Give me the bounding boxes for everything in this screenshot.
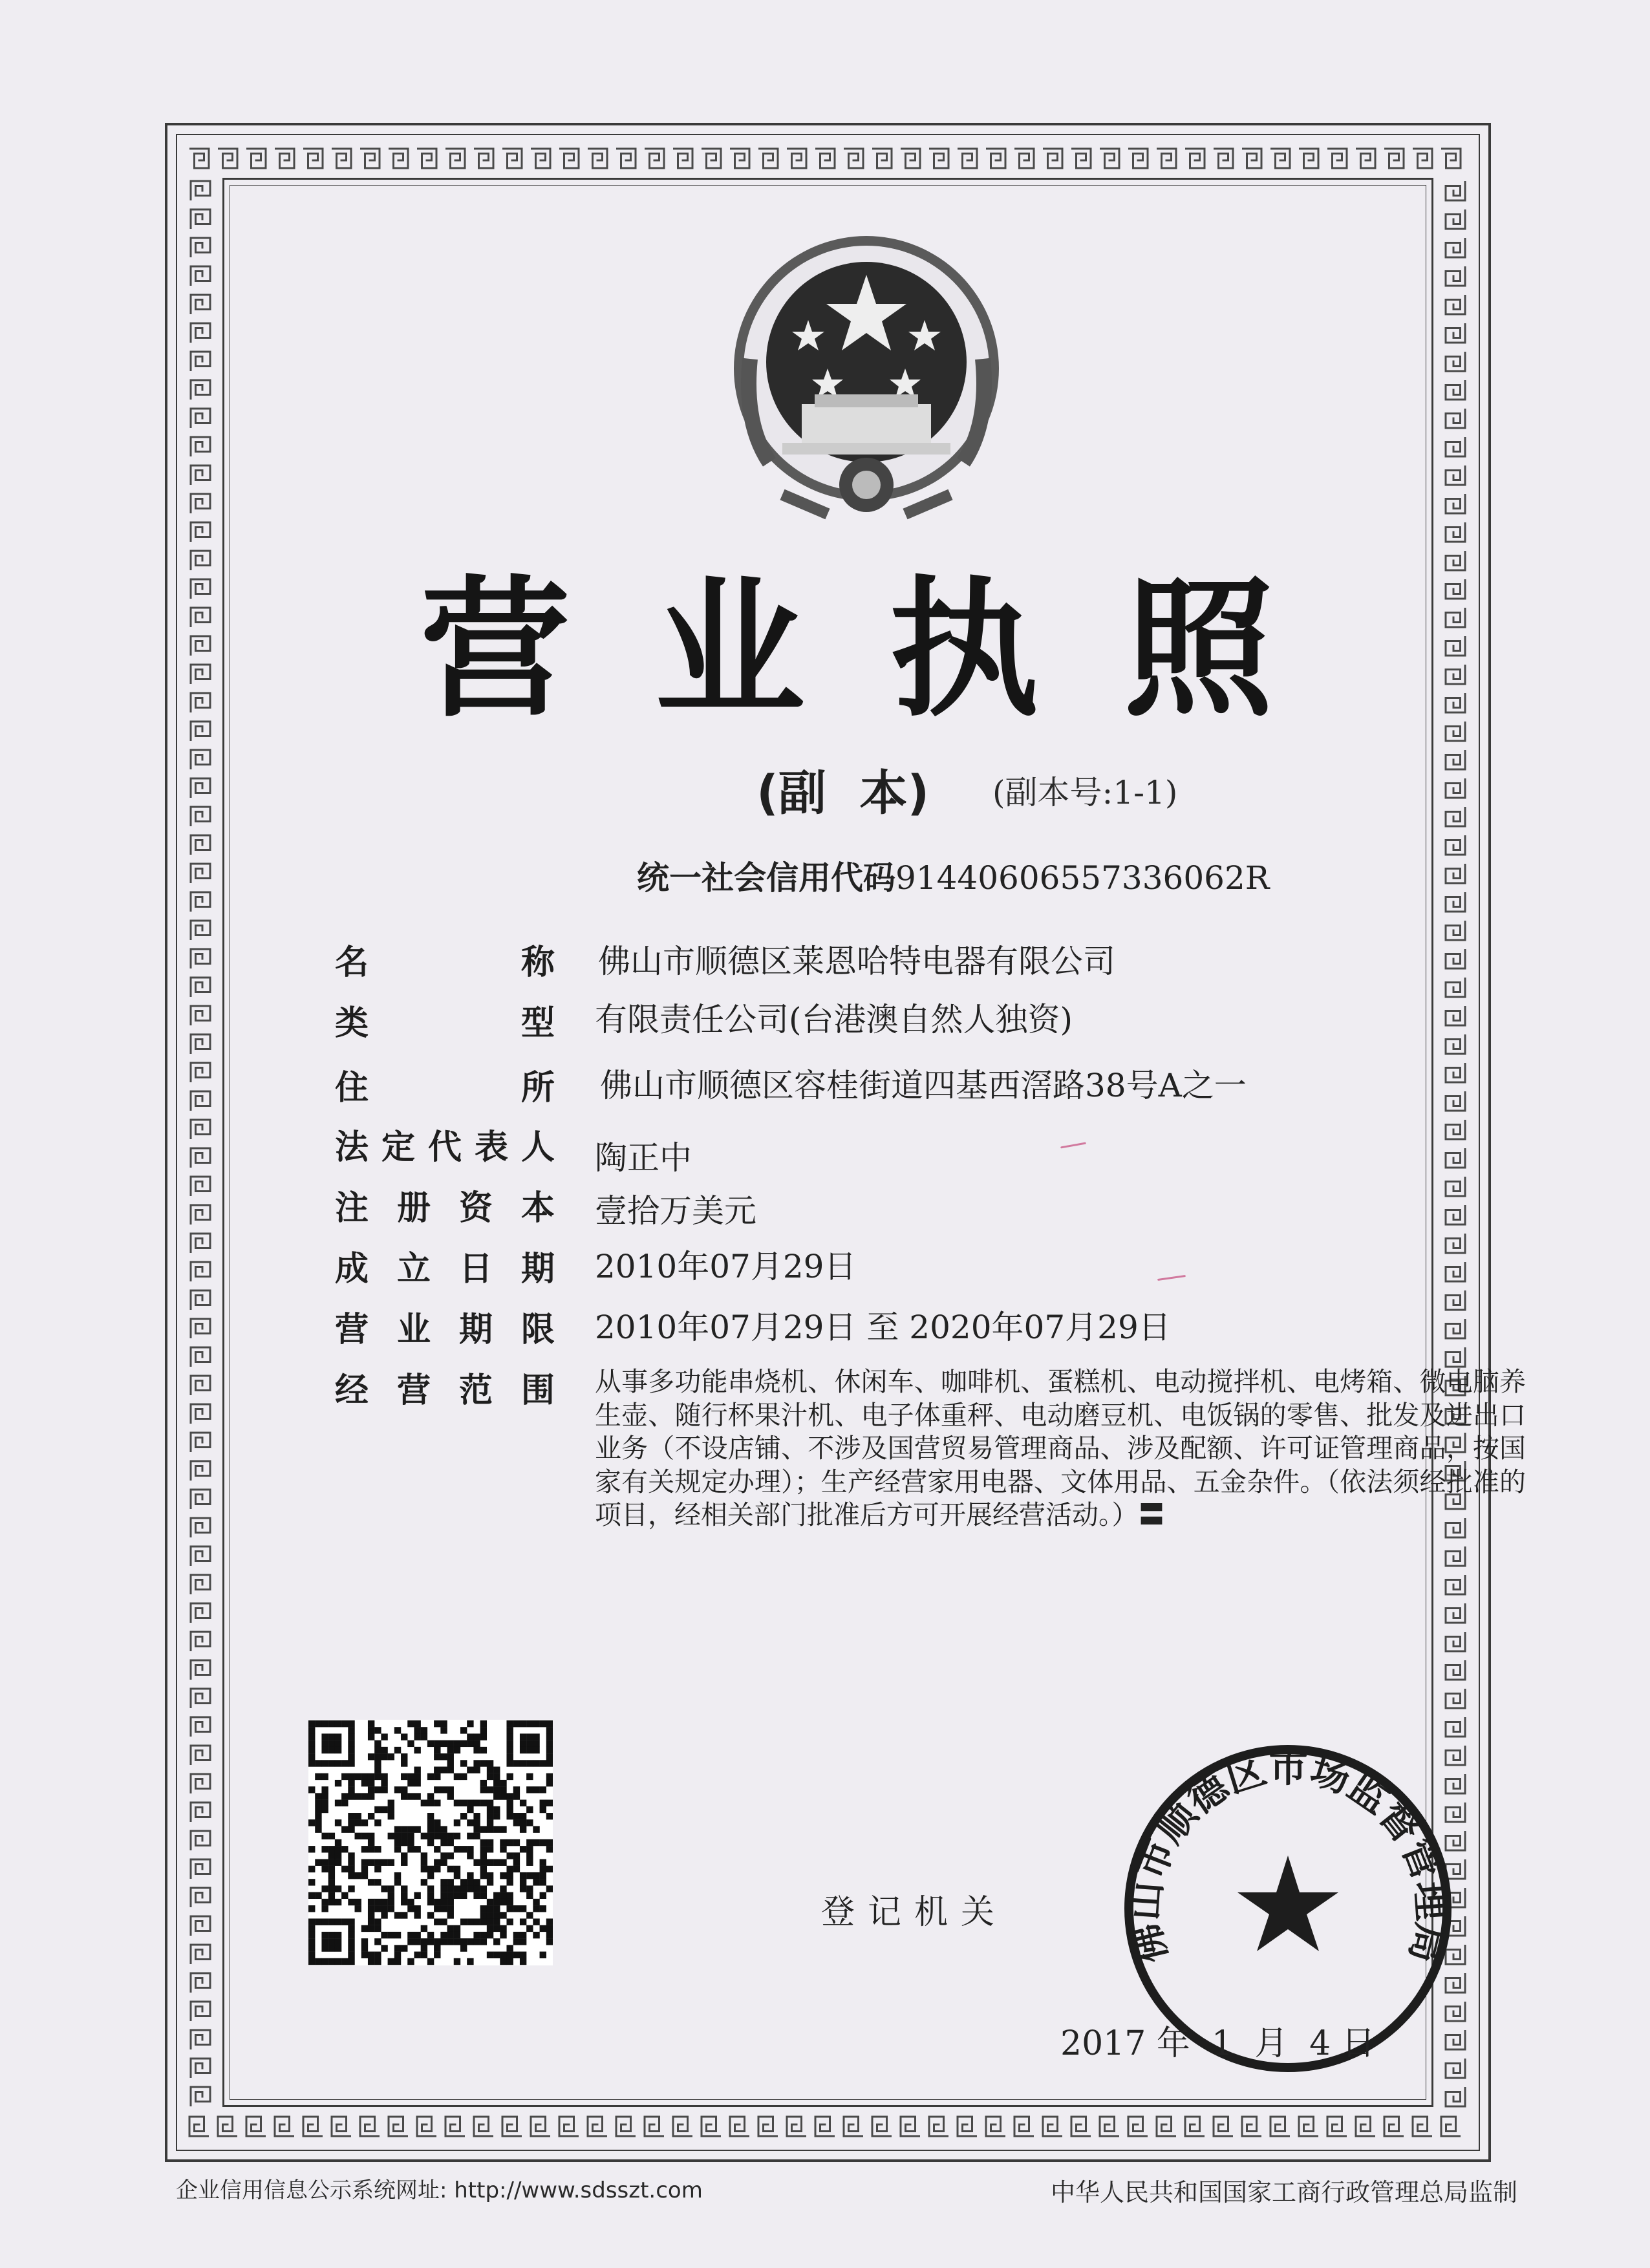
label-char: 册 xyxy=(396,1188,431,1228)
national-emblem-icon xyxy=(724,230,1009,524)
field-label-address xyxy=(335,1063,555,1106)
label-char: 名 xyxy=(335,943,369,982)
label-char: 表 xyxy=(474,1128,508,1167)
field-label-term xyxy=(335,1305,555,1347)
credit-code-line xyxy=(637,852,1269,897)
label-char: 代 xyxy=(427,1128,462,1167)
field-label-capital xyxy=(335,1183,555,1226)
address-value: 佛山市顺德区容桂街道四基西滘路38号A之一 xyxy=(600,1067,1247,1104)
credit-code-value: 91440606557336062R xyxy=(895,859,1270,897)
label-char: 期 xyxy=(520,1249,555,1289)
copy-subtitle: (副 本) xyxy=(756,765,930,821)
field-label-scope xyxy=(335,1365,555,1408)
label-char: 人 xyxy=(520,1128,555,1167)
label-char: 定 xyxy=(381,1128,415,1167)
registration-authority-label: 登记机关 xyxy=(821,1893,1008,1932)
issue-date: 2017 年 1 月 4 日 xyxy=(1060,2024,1375,2063)
label-char: 称 xyxy=(520,943,555,982)
field-label-name xyxy=(335,937,555,980)
field-label-established xyxy=(335,1244,555,1287)
seal-text: 佛山市顺德区市场监督管理局 xyxy=(1122,1746,1454,1967)
credit-code-label: 统一社会信用代码 xyxy=(637,859,895,897)
label-char: 范 xyxy=(458,1371,493,1410)
label-char: 营 xyxy=(335,1310,369,1349)
company-name-value: 佛山市顺德区莱恩哈特电器有限公司 xyxy=(598,943,1115,980)
title-char: 照 xyxy=(1123,562,1274,737)
label-char: 注 xyxy=(335,1188,369,1228)
label-char: 围 xyxy=(520,1371,555,1410)
label-char: 法 xyxy=(335,1128,369,1167)
field-label-legal-rep xyxy=(335,1122,555,1165)
title-char: 执 xyxy=(889,562,1040,737)
title-char: 业 xyxy=(654,562,805,737)
business-scope-value: 从事多功能串烧机、休闲车、咖啡机、蛋糕机、电动搅拌机、电烤箱、微电脑养生壶、随行杯果汁机、电子体重秤、电动磨豆机、电饭锅的零售、批发及进出口业务（不设店铺、不涉及国营贸易管理商品、涉及配额、许可证管理商品，按国家有关规定办理）；生产经营家用电器、文体用品、五金杂件。（依法须经批准的项目，经相关部门批准后方可开展经营活动。）〓 xyxy=(595,1366,1526,1530)
footer-website: 企业信用信息公示系统网址: http://www.sdsszt.com xyxy=(176,2177,703,2203)
capital-value: 壹拾万美元 xyxy=(595,1192,756,1230)
label-char: 住 xyxy=(335,1068,369,1107)
label-char: 经 xyxy=(335,1371,369,1410)
label-char: 业 xyxy=(396,1310,431,1349)
label-char: 本 xyxy=(520,1188,555,1228)
copy-number: (副本号:1-1) xyxy=(992,774,1178,811)
label-char: 成 xyxy=(335,1249,369,1289)
footer-supervisor: 中华人民共和国国家工商行政管理总局监制 xyxy=(1051,2178,1518,2207)
label-char: 期 xyxy=(458,1310,493,1349)
legal-rep-value: 陶正中 xyxy=(595,1139,692,1177)
page-title xyxy=(420,540,1274,737)
label-char: 型 xyxy=(520,1003,555,1043)
company-type-value: 有限责任公司(台港澳自然人独资) xyxy=(595,1001,1073,1038)
label-char: 类 xyxy=(335,1003,369,1043)
title-char: 营 xyxy=(420,562,571,737)
label-char: 营 xyxy=(396,1371,431,1410)
business-term-value: 2010年07月29日 至 2020年07月29日 xyxy=(595,1309,1171,1346)
label-char: 日 xyxy=(458,1249,493,1289)
field-label-type xyxy=(335,998,555,1041)
established-date-value: 2010年07月29日 xyxy=(595,1248,857,1285)
label-char: 资 xyxy=(458,1188,493,1228)
label-char: 所 xyxy=(520,1068,555,1107)
label-char: 限 xyxy=(520,1310,555,1349)
qr-code[interactable] xyxy=(308,1720,553,1965)
label-char: 立 xyxy=(396,1249,431,1289)
